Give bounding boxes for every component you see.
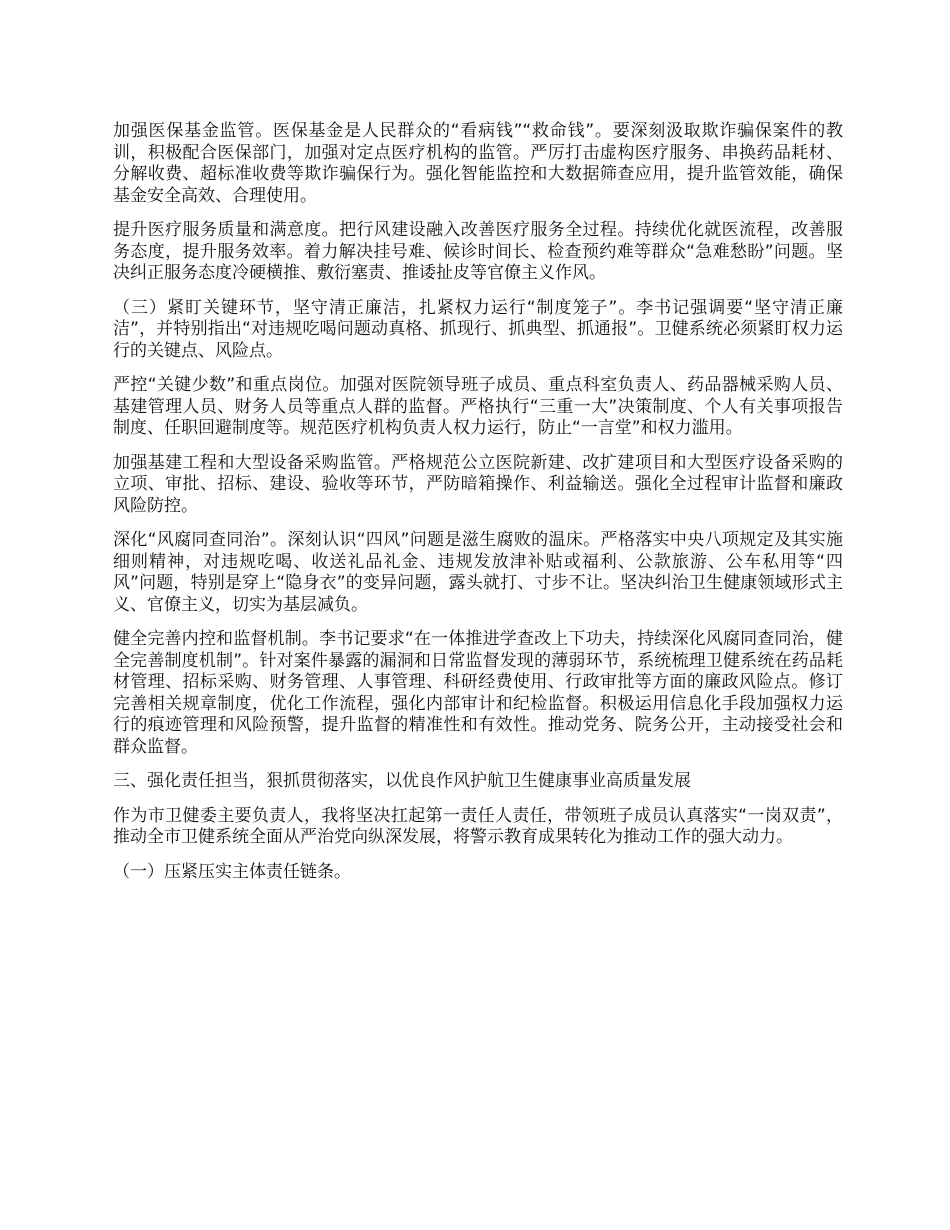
paragraph-medical-insurance-fund: 加强医保基金监管。医保基金是人民群众的“看病钱”“救命钱”。要深刻汲取欺诈骗保案件的教训，积极配合医保部门，加强对定点医疗机构的监管。严厉打击虚构医疗服务、串换药品耗材、分解收费、超标准收费等欺诈骗保行为。强化智能监控和大数据筛查应用，提升监管效能，确保基金安全高效、合理使用。 <box>113 121 843 206</box>
paragraph-subsection-1-heading: （一）压紧压实主体责任链条。 <box>113 861 351 882</box>
paragraph-infrastructure-procurement: 加强基建工程和大型设备采购监管。严格规范公立医院新建、改扩建项目和大型医疗设备采购的立项、审批、招标、建设、验收等环节，严防暗箱操作、利益输送。强化全过程审计监督和廉政风险防控。 <box>113 452 843 516</box>
paragraph-service-quality: 提升医疗服务质量和满意度。把行风建设融入改善医疗服务全过程。持续优化就医流程，改善服务态度，提升服务效率。着力解决挂号难、候诊时间长、检查预约难等群众“急难愁盼”问题。坚决纠正服务态度冷硬横推、敷衍塞责、推诿扯皮等官僚主义作风。 <box>113 220 843 283</box>
paragraph-responsibility: 作为市卫健委主要负责人，我将坚决扛起第一责任人责任，带领班子成员认真落实“一岗双责”，推动全市卫健系统全面从严治党向纵深发展，将警示教育成果转化为推动工作的强大动力。 <box>113 805 843 847</box>
paragraph-chapter-3-heading: 三、强化责任担当，狠抓贯彻落实，以优良作风护航卫生健康事业高质量发展 <box>113 771 691 791</box>
document-body <box>113 121 843 896</box>
paragraph-key-minority: 严控“关键少数”和重点岗位。加强对医院领导班子成员、重点科室负责人、药品器械采购人员、基建管理人员、财务人员等重点人群的监督。严格执行“三重一大”决策制度、个人有关事项报告制度、任职回避制度等。规范医疗机构负责人权力运行，防止“一言堂”和权力滥用。 <box>113 375 843 438</box>
paragraph-four-winds: 深化“风腐同查同治”。深刻认识“四风”问题是滋生腐败的温床。严格落实中央八项规定及其实施细则精神，对违规吃喝、收送礼品礼金、违规发放津补贴或福利、公款旅游、公车私用等“四风”问题，特别是穿上“隐身衣”的变异问题，露头就打、寸步不让。坚决纠治卫生健康领域形式主义、官僚主义，切实为基层减负。 <box>113 530 843 615</box>
paragraph-internal-control: 健全完善内控和监督机制。李书记要求“在一体推进学查改上下功夫，持续深化风腐同查同治，健全完善制度机制”。针对案件暴露的漏洞和日常监督发现的薄弱环节，系统梳理卫健系统在药品耗材管理、招标采购、财务管理、人事管理、科研经费使用、行政审批等方面的廉政风险点。修订完善相关规章制度，优化工作流程，强化内部审计和纪检监督。积极运用信息化手段加强权力运行的痕迹管理和风险预警，提升监督的精准性和有效性。推动党务、院务公开，主动接受社会和群众监督。 <box>113 629 843 757</box>
paragraph-section-3-heading: （三）紧盯关键环节，坚守清正廉洁，扎紧权力运行“制度笼子”。李书记强调要“坚守清正廉洁”，并特别指出“对违规吃喝问题动真格、抓现行、抓典型、抓通报”。卫健系统必须紧盯权力运行的关键点、风险点。 <box>113 297 843 361</box>
